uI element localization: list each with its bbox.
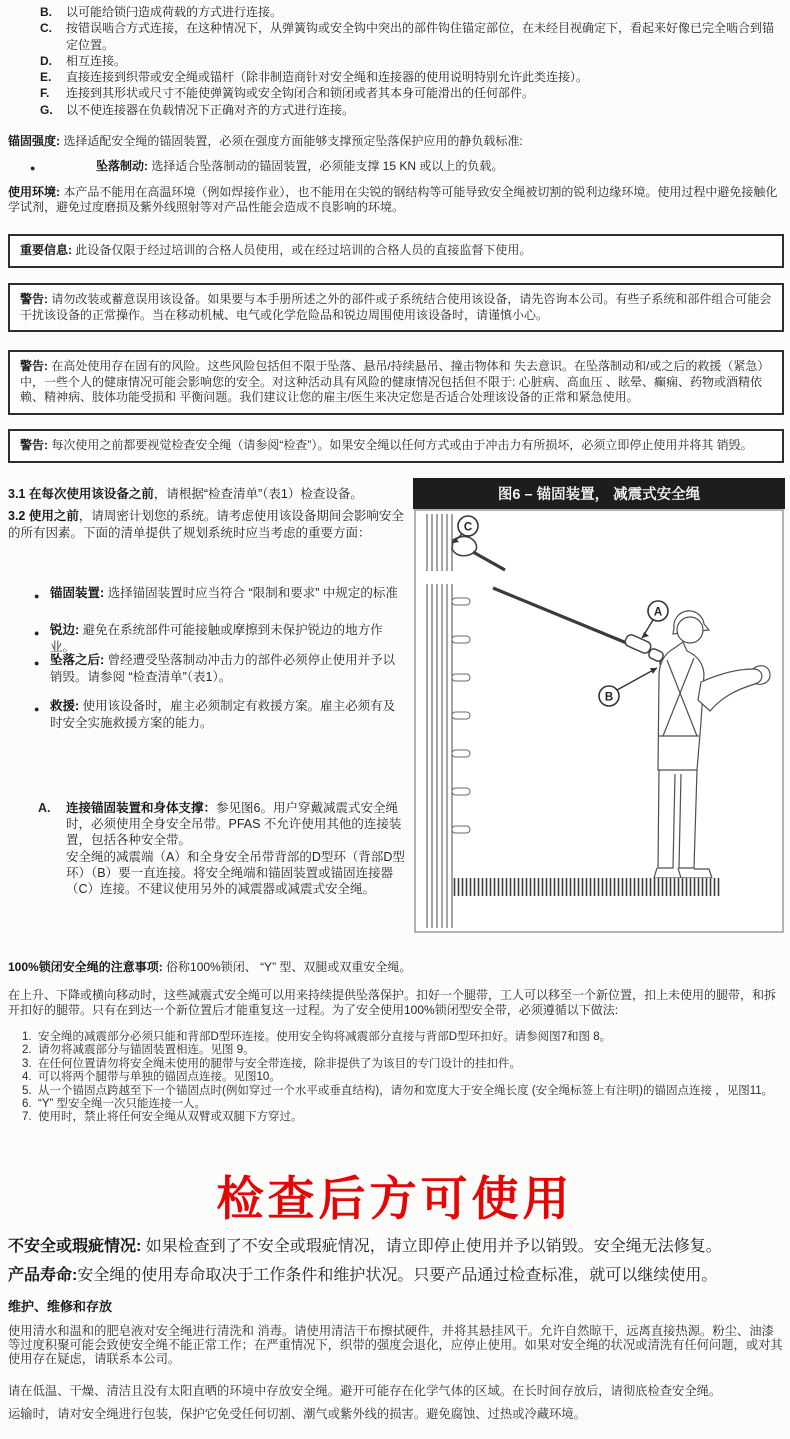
- rule-text: 使用时，禁止将任何安全绳从双臂或双腿下方穿过。: [38, 1111, 303, 1124]
- list-text: 连接到其形状或尺寸不能使弹簧钩或安全钩闭合和锁闭或者其本身可能滑出的任何部件。: [66, 86, 535, 101]
- paragraph-text: 选择适配安全绳的锚固装置，必须在强度方面能够支撑预定坠落保护应用的静负载标准:: [60, 134, 523, 148]
- list-text: 以可能给锁闩造成荷载的方式进行连接。: [66, 5, 283, 19]
- rule-text: 可以将两个腿带与单独的锚固点连接。见图10。: [38, 1071, 281, 1084]
- section-lead: 3.1 在每次使用该设备之前: [8, 487, 154, 501]
- list-item: [40, 4, 778, 20]
- paragraph-lead: 使用环境:: [8, 185, 60, 199]
- rule-text: 在任何位置请勿将安全绳未使用的腿带与安全带连接，除非提供了为该目的专门设计的挂扣件。: [38, 1057, 521, 1070]
- rule-number: 4.: [22, 1071, 32, 1084]
- list-item: [40, 53, 778, 69]
- bullet-body: [96, 159, 503, 176]
- box-text: 此设备仅限于经过培训的合格人员使用，或在经过培训的合格人员的直接监督下使用。: [72, 243, 532, 257]
- section-text: ，请周密计划您的系统。请考虑使用该设备期间会影响安全的所有因素。下面的清单提供了规划系统时应当考虑的重要方面：: [8, 509, 404, 540]
- paragraph-text: 本产品不能用在高温环境（例如焊接作业），也不能用在尖锐的钢结构等可能导致安全绳被切割的锐利边缘环境。使用过程中避免接触化学试剂，避免过度磨损及紫外线照射等对产品性能会造成不良影响的环境。: [8, 185, 778, 214]
- rule-number: 2.: [22, 1044, 32, 1057]
- maintenance-section-title: 维护、维修和存放: [8, 1299, 113, 1314]
- rule-item: [22, 1071, 784, 1084]
- rule-number: 3.: [22, 1057, 32, 1070]
- fall-arrest-bullet: [30, 159, 774, 176]
- rule-number: 7.: [22, 1111, 32, 1124]
- box-lead: 警告:: [20, 292, 48, 306]
- list-letter: G.: [40, 102, 53, 117]
- environment-paragraph: [8, 185, 784, 215]
- list-text: 按错误啮合方式连接，在这种情况下，从弹簧钩或安全钩中突出的部件钩住锚定部位，在未经目视确定下，看起来好像已完全啮合到锚定位置。: [66, 21, 775, 52]
- rule-item: [22, 1111, 784, 1124]
- head: [677, 617, 703, 643]
- warning-box-inspection: [8, 429, 784, 463]
- section-3-2: [8, 508, 406, 541]
- section-3-1: [8, 486, 406, 503]
- list-text: 直接连接到织带或安全绳或锚杆（除非制造商针对安全绳和连接器的使用说明特别允许此类连接）。: [66, 70, 589, 85]
- list-item: [40, 102, 778, 118]
- list-text: 相互连接。: [66, 53, 127, 68]
- list-letter: F.: [40, 86, 50, 101]
- rule-number: 5.: [22, 1084, 32, 1097]
- bullet-text: 使用该设备时，雇主必须制定有救援方案。雇主必须有及时安全实施救援方案的能力。: [50, 699, 396, 730]
- label-b: B: [604, 691, 614, 704]
- bullet-lead: 锚固装置:: [50, 586, 105, 600]
- inspect-before-use-banner: 检查后方可使用: [216, 1172, 574, 1225]
- figure-break-band: [417, 571, 781, 584]
- paragraph-text: 俗称100%锁闭、 “Y” 型、双腿或双重安全绳。: [162, 960, 412, 974]
- rule-item: [22, 1058, 784, 1071]
- paragraph-lead: 锚固强度:: [8, 134, 60, 148]
- lock100-heading: [8, 960, 786, 975]
- rule-number: 6.: [22, 1098, 32, 1111]
- lock100-rule-list: [22, 1031, 784, 1125]
- product-lifespan-line: [8, 1266, 788, 1286]
- section-lead: 3.2 使用之前: [8, 509, 79, 523]
- important-info-box: [8, 234, 784, 268]
- rule-text: 请勿将减震部分与锚固装置相连。见图 9。: [38, 1044, 255, 1057]
- rule-number: 1.: [22, 1031, 32, 1043]
- rule-text: 从一个锚固点跨越至下一个锚固点时(例如穿过一个水平或垂直结构)，请勿和宽度大于安全绳长度 (安全绳标签上有注明)的锚固点连接 ，见图11。: [38, 1084, 774, 1097]
- list-item: [40, 20, 778, 53]
- list-letter: E.: [40, 70, 52, 85]
- line-text: 如果检查到了不安全或瑕疵情况，请立即停止使用并予以销毁。安全绳无法修复。: [141, 1238, 722, 1255]
- item-text: 参见图6。用户穿戴减震式安全绳时，必须使用全身安全吊带。PFAS 不允许使用其他的连接装置，包括各种安全带。: [66, 801, 402, 848]
- section-text: ，请根据“检查清单”（表1）检查设备。: [153, 487, 363, 501]
- box-lead: 警告:: [20, 359, 48, 373]
- bullet-text: 避免在系统部件可能接触或摩擦到未保护锐边的地方作业。: [50, 623, 383, 654]
- paragraph-lead: 坠落制动:: [96, 159, 148, 173]
- bullet-dot-icon: ●: [30, 163, 36, 173]
- rule-item: [22, 1098, 784, 1111]
- maintenance-transport-paragraph: 运输时，请对安全绳进行包装，保护它免受任何切割、潮气或紫外线的损害。避免腐蚀、过热或冷藏环境。: [8, 1407, 586, 1421]
- rule-item: [22, 1085, 784, 1098]
- unsafe-condition-line: [8, 1237, 788, 1257]
- item-body: [66, 800, 408, 897]
- line-lead: 产品寿命:: [8, 1267, 78, 1284]
- box-text: 请勿改装或蓄意误用该设备。如果要与本手册所述之外的部件或子系统结合使用该设备，请先咨询本公司。有些子系统和部件组合可能会干扰该设备的正常操作。当在移动机械、电气或化学危险品和锐边周围使用该设备时，请谨慎小心。: [20, 292, 772, 322]
- rule-text: “Y” 型安全绳一次只能连接一人。: [38, 1098, 207, 1111]
- label-a: A: [653, 606, 663, 619]
- maintenance-cleaning-paragraph: 使用清水和温和的肥皂液对安全绳进行清洗和 消毒。请使用清洁干布擦拭硬件，并将其悬挂风干。允许自然晾干，远离直接热源。粉尘、油漆等过度积聚可能会致使安全绳不能正常工作；在严重情况下，织带的强度会退化，应停止使用。如果对安全绳的状况或清洗有任何问题，或对其使用存在疑虑，请联系本公司。: [8, 1324, 783, 1366]
- list-letter: C.: [40, 21, 52, 36]
- anchor-strength-paragraph: [8, 134, 782, 149]
- lock100-paragraph: 在上升、下降或横向移动时，这些减震式安全绳可以用来持续提供坠落保护。扣好一个腿带，工人可以移至一个新位置，扣上未使用的腿带，和拆开扣好的腿带。只有在到达一个新位置后才能重复这一过程。为了安全使用100%锁闭型安全带，必须遵循以下做法:: [8, 988, 777, 1017]
- paragraph-lead: 100%锁闭安全绳的注意事项:: [8, 960, 163, 974]
- planning-bullet-rescue: [50, 698, 404, 731]
- rule-item: [22, 1044, 784, 1057]
- bullet-lead: 救援:: [50, 699, 80, 713]
- line-text: 安全绳的使用寿命取决于工作条件和维护状况。只要产品通过检查标准，就可以继续使用。: [77, 1267, 718, 1284]
- ground-hatch: [453, 878, 721, 896]
- list-letter: B.: [40, 5, 52, 19]
- warning-box-health-risks: [8, 350, 784, 415]
- warning-box-modification: [8, 283, 784, 332]
- paragraph-text: 选择适合坠落制动的锚固装置，必须能支撑 15 KN 或以上的负载。: [148, 159, 504, 173]
- figure-title: 图6 – 锚固装置， 减震式安全绳: [497, 487, 701, 503]
- list-text: 以不使连接器在负载情况下正确对齐的方式进行连接。: [66, 102, 355, 117]
- bullet-text: 曾经遭受坠落制动冲击力的部件必须停止使用并予以销毁。请参阅 “检查清单”（表1）。: [50, 653, 396, 684]
- box-lead: 警告:: [20, 438, 48, 452]
- maintenance-storage-paragraph: 请在低温、干燥、清洁且没有太阳直晒的环境中存放安全绳。避开可能存在化学气体的区域。在长时间存放后，请彻底检查安全绳。: [8, 1384, 722, 1398]
- list-item: [40, 69, 778, 85]
- item-letter: A.: [38, 801, 51, 815]
- label-c: C: [463, 521, 473, 534]
- planning-bullet-anchorage: [50, 585, 404, 602]
- list-item: [40, 85, 778, 101]
- bullet-text: 选择锚固装置时应当符合 “限制和要求” 中规定的标准: [104, 586, 398, 600]
- box-text: 在高处使用存在固有的风险。这些风险包括但不限于坠落、悬吊/持续悬吊、撞击物体和 失去意识。在坠落制动和/或之后的救援（紧急）中，一些个人的健康情况可能会影响您的安全。对这种活动具有风险的健康情况包括但不限于: 心脏病、高血压 、眩晕、癫痫、药物或酒精依赖、精神病、肢体功能受损和 平衡问题。我们建议让您的雇主/医生来决定您是否适合处理该设备的正常和紧急使用。: [20, 359, 770, 405]
- rule-text: 安全绳的减震部分必须只能和背部D型环连接。使用安全钩将减震部分直接与背部D型环扣好。请参阅图7和图 8。: [38, 1031, 612, 1043]
- bullet-lead: 锐边:: [50, 623, 80, 637]
- planning-bullet-after-fall: [50, 652, 404, 685]
- item-text-2: 安全绳的减震端（A）和全身安全吊带背部的D型环（背部D型环）（B）要一直连接。将安全绳端和锚固装置或锚固连接器（C）连接。不建议使用另外的减震器或减震式安全绳。: [66, 849, 405, 897]
- figure-6-illustration: [413, 478, 785, 935]
- torso: [658, 642, 704, 770]
- rule-item: [22, 1031, 784, 1044]
- list-letter: D.: [40, 53, 52, 68]
- bullet-lead: 坠落之后:: [50, 653, 105, 667]
- box-lead: 重要信息:: [20, 243, 72, 257]
- item-lead: 连接锚固装置和身体支撑：: [66, 801, 217, 815]
- line-lead: 不安全或瑕疵情况:: [8, 1238, 142, 1255]
- connection-warning-list: [40, 4, 778, 118]
- box-text: 每次使用之前都要视觉检查安全绳（请参阅“检查”）。如果安全绳以任何方式或由于冲击力有所损坏，必须立即停止使用并将其 销毁。: [48, 438, 753, 452]
- figure-6: [413, 478, 785, 935]
- planning-bullet-sharp-edges: [50, 622, 404, 655]
- item-a-body-support: [38, 800, 408, 897]
